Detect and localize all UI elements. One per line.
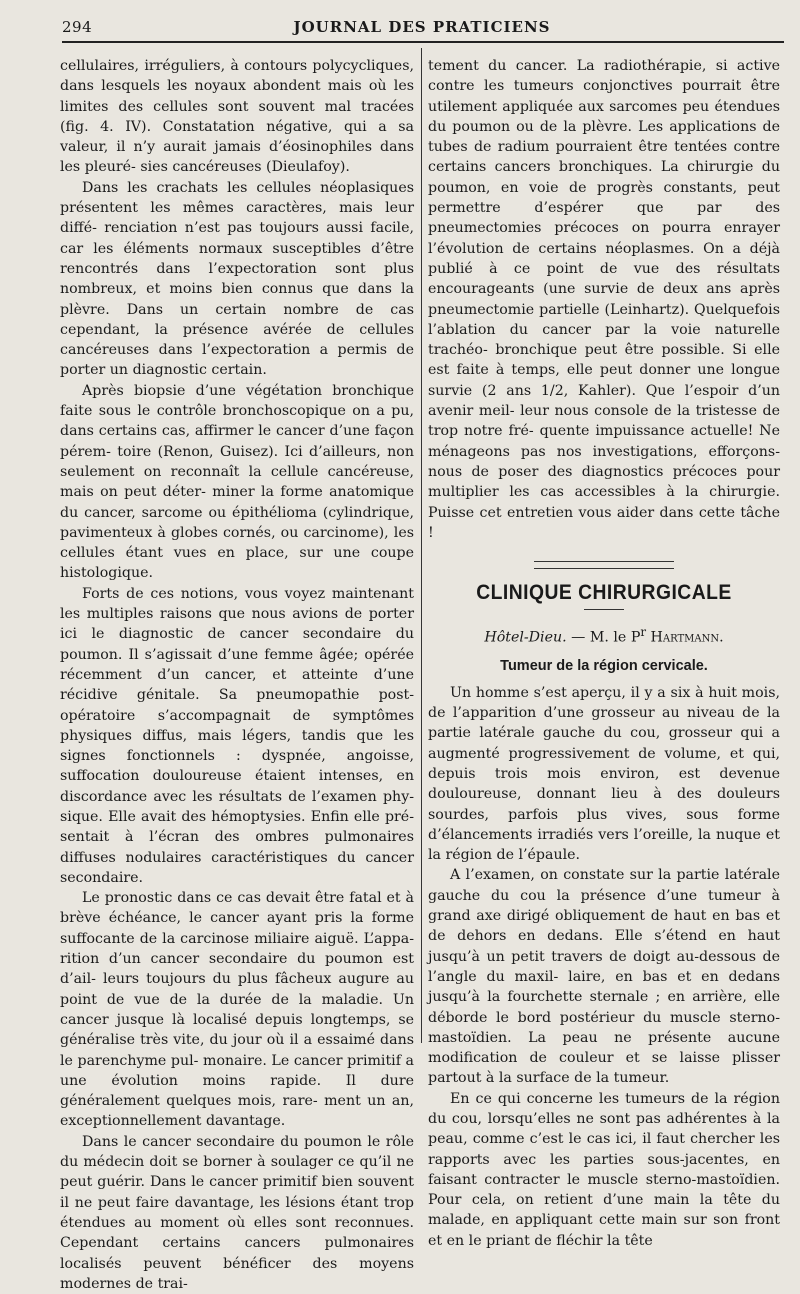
paragraph: Après biopsie d’une végétation bronchique faite sous le contrôle bronchoscopique on a pu, dans certains cas, affirmer le cancer d’une façon pérem- toire (Renon, Guisez). Ici d’ailleurs, non seulement on reconnaît la cellule cancéreuse, mais on peut déter- miner la forme anatomique du cancer, sarcome ou épithélioma (cylindrique, pavimenteux à globes cornés, ou carcinome), les cellules étant vues en place, sur une coupe histologique. — [60, 382, 414, 582]
continuation-paragraph: tement du cancer. La radiothérapie, si active contre les tumeurs conjonctives pourrait être utilement appliquée aux sarcomes peu étendues du poumon ou de la plèvre. Les applications de tubes de radium pourraient être tentées contre certains cancers bronchiques. La chirurgie du poumon, en voie de progrès constants, peut permettre d’espérer que par des pneumectomies précoces on pourra enrayer l’évolution de certains néoplasmes. On a déjà publié à ce point de vue des résultats encourageants (une survie de deux ans après pneumectomie partielle (Leinhartz). Quelquefois l’ablation du cancer par la voie naturelle trachéo- bronchique peut être possible. Si elle est faite à temps, elle peut donner une longue survie (2 ans 1/2, Kahler). Que l’espoir d’un avenir meil- leur nous console de la tristesse de trop notre fré- quente impuissance actuelle! Ne ménageons pas nos investigations, efforçons-nous de poser des diagnostics précoces pour multiplier les cas accessibles à la chirurgie. Puisse cet entretien vous aider dans cette tâche ! — [428, 58, 780, 541]
paragraph: Un homme s’est aperçu, il y a six à huit mois, de l’apparition d’une grosseur au niveau de la partie latérale gauche du cou, grosseur qui a augmenté progressivement de volume, et qui, depuis trois mois environ, est devenue douloureuse, donnant lieu à des douleurs sourdes, parfois plus vives, sous forme d’élancements irradiés vers l’oreille, la nuque et la région de l’épaule. — [428, 684, 780, 864]
paragraph: A l’examen, on constate sur la partie latérale gauche du cou la présence d’une tumeur à grand axe dirigé obliquement de haut en bas et de dehors en dedans. Elle s’étend en haut jusqu’à un petit travers de doigt au-dessous de l’angle du maxil- laire, en bas et en dedans jusqu’à la fourchette sternale ; en arrière, elle déborde le bord postérieur du muscle sterno-mastoïdien. La peau ne présente aucune modification de couleur et se laisse plisser partout à la surface de la tumeur. — [428, 867, 780, 1087]
clinic-place: Hôtel-Dieu. — [484, 630, 567, 647]
left-column — [60, 56, 414, 1292]
section-ornament — [534, 561, 674, 569]
paragraph: Forts de ces notions, vous voyez maintenant les multiples raisons que nous avions de porter ici le diagnostic de cancer secondaire du poumon. Il s’agissait d’une femme âgée; opérée récemment d’un cancer, et atteinte d’une récidive génitale. Sa pneumopathie post-opératoire s’accompagnait de symptômes physiques diffus, mais légers, tandis que les signes fonctionnels : dyspnée, angoisse, suffocation douloureuse étaient intenses, en discordance avec les résultats de l’examen phy- sique. Elle avait des hémoptysies. Enfin elle pré- sentait à l’écran des ombres pulmonaires diffuses nodulaires caractéristiques du cancer secondaire. — [60, 585, 414, 886]
clinic-sup: r — [640, 625, 647, 640]
paragraph: Dans les crachats les cellules néoplasiques présentent les mêmes caractères, mais leur diffé- renciation n’est pas toujours aussi facile, car les éléments normaux susceptibles d’être rencontrés dans l’expectoration sont plus nombreux, et moins bien connus que dans la plèvre. Dans un certain nombre de cas cependant, la présence avérée de cellules cancéreuses dans l’expectoration a permis de porter un diagnostic certain. — [60, 179, 414, 379]
column-divider — [421, 48, 422, 1043]
paragraph: cellulaires, irréguliers, à contours polycycliques, dans lesquels les noyaux abondent mais où les limites des cellules sont souvent mal tracées (fig. 4. IV). Constatation négative, qui a sa valeur, il n’y aurait jamais d’éosinophiles dans les pleuré- sies cancéreuses (Dieulafoy). — [60, 58, 414, 176]
header-rule — [62, 41, 784, 43]
clinic-dash: — M. le P — [566, 630, 641, 647]
page-number: 294 — [62, 18, 93, 36]
right-column — [428, 56, 780, 1249]
page-header — [62, 14, 782, 40]
running-title: JOURNAL DES PRATICIENS — [293, 18, 551, 36]
paragraph: En ce qui concerne les tumeurs de la région du cou, lorsqu’elles ne sont pas adhérentes à la peau, comme c’est le cas ici, il faut chercher les rapports avec les parties sous-jacentes, en faisant contracter le muscle sterno-mastoïdien. Pour cela, on retient d’une main la tête du malade, en appliquant cette main sur son front et en le priant de fléchir la tête — [428, 1090, 780, 1249]
paragraph: Le pronostic dans ce cas devait être fatal et à brève échéance, le cancer ayant pris la forme suffocante de la carcinose miliaire aiguë. L’appa- rition d’un cancer secondaire du poumon est d’ail- leurs toujours du plus fâcheux augure au point de vue de la durée de la maladie. Un cancer jusque là localisé depuis longtemps, se généralise très vite, du jour où il a essaimé dans le parenchyme pul- monaire. Le cancer primitif a une évolution moins rapide. Il dure généralement quelques mois, rare- ment un an, exceptionnellement davantage. — [60, 890, 414, 1130]
section-title: CLINIQUE CHIRURGICALE — [476, 581, 732, 605]
clinic-name: Hartmann. — [646, 630, 724, 647]
clinic-byline — [428, 622, 780, 648]
section-rule — [584, 609, 624, 610]
case-title: Tumeur de la région cervicale. — [500, 658, 708, 675]
paragraph: Dans le cancer secondaire du poumon le rôle du médecin doit se borner à soulager ce qu’il ne peut guérir. Dans le cancer primitif bien souvent il ne peut faire davantage, les lésions étant trop étendues au moment où elles sont reconnues. Cependant certains cancers pulmonaires localisés peuvent bénéficer des moyens modernes de trai- — [60, 1133, 414, 1292]
